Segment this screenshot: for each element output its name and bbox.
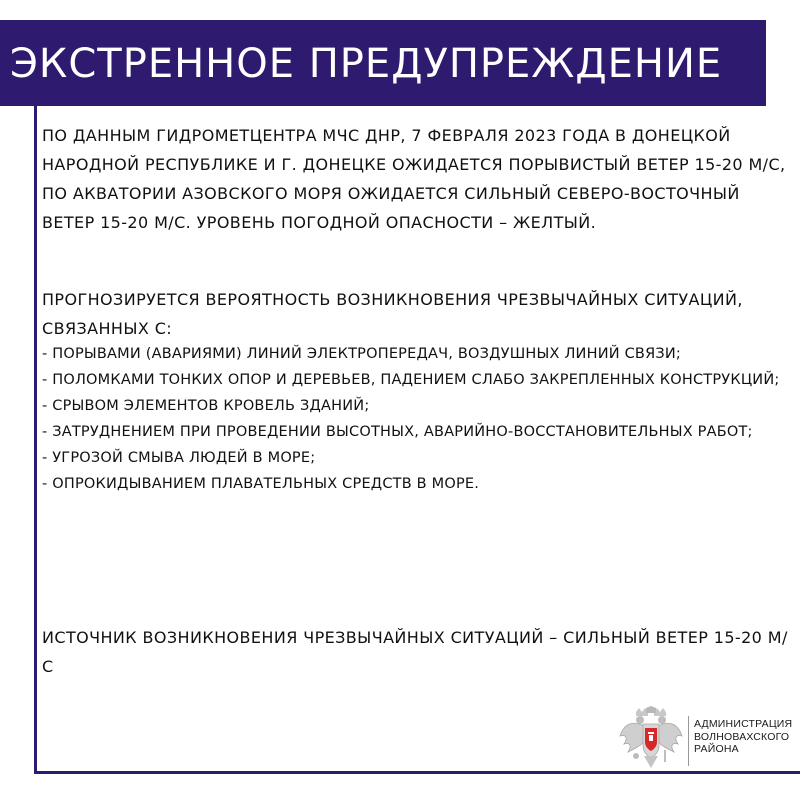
risk-list [42, 341, 798, 497]
list-item: - ОПРОКИДЫВАНИЕМ ПЛАВАТЕЛЬНЫХ СРЕДСТВ В МОРЕ. [42, 476, 480, 492]
list-item: - УГРОЗОЙ СМЫВА ЛЮДЕЙ В МОРЕ; [42, 450, 316, 466]
list-item: - СРЫВОМ ЭЛЕМЕНТОВ КРОВЕЛЬ ЗДАНИЙ; [42, 398, 370, 414]
weather-forecast-paragraph: ПО ДАННЫМ ГИДРОМЕТЦЕНТРА МЧС ДНР, 7 ФЕВРАЛЯ 2023 ГОДА В ДОНЕЦКОЙ НАРОДНОЙ РЕСПУБЛИКЕ И Г. ДОНЕЦКЕ ОЖИДАЕТСЯ ПОРЫВИСТЫЙ ВЕТЕР 15-20 М/С, ПО АКВАТОРИИ АЗОВСКОГО МОРЯ ОЖИДАЕТСЯ СИЛЬНЫЙ СЕВЕРО-ВОСТОЧНЫЙ ВЕТЕР 15-20 М/С. УРОВЕНЬ ПОГОДНОЙ ОПАСНОСТИ – ЖЕЛТЫЙ. [42, 126, 786, 232]
logo-text [694, 718, 792, 756]
logo-text-line: ВОЛНОВАХСКОГО [694, 730, 790, 743]
source-paragraph: ИСТОЧНИК ВОЗНИКНОВЕНИЯ ЧРЕЗВЫЧАЙНЫХ СИТУАЦИЙ – СИЛЬНЫЙ ВЕТЕР 15-20 М/С [42, 628, 788, 676]
page-title: ЭКСТРЕННОЕ ПРЕДУПРЕЖДЕНИЕ [10, 41, 723, 87]
logo-text-line: РАЙОНА [694, 743, 739, 755]
list-item: - ПОРЫВАМИ (АВАРИЯМИ) ЛИНИЙ ЭЛЕКТРОПЕРЕДАЧ, ВОЗДУШНЫХ ЛИНИЙ СВЯЗИ; [42, 346, 681, 362]
list-item: - ЗАТРУДНЕНИЕМ ПРИ ПРОВЕДЕНИИ ВЫСОТНЫХ, АВАРИЙНО-ВОССТАНОВИТЕЛЬНЫХ РАБОТ; [42, 424, 753, 440]
forecast-heading: ПРОГНОЗИРУЕТСЯ ВЕРОЯТНОСТЬ ВОЗНИКНОВЕНИЯ ЧРЕЗВЫЧАЙНЫХ СИТУАЦИЙ, СВЯЗАННЫХ С: [42, 290, 743, 338]
list-item: - ПОЛОМКАМИ ТОНКИХ ОПОР И ДЕРЕВЬЕВ, ПАДЕНИЕМ СЛАБО ЗАКРЕПЛЕННЫХ КОНСТРУКЦИЙ; [42, 372, 780, 388]
double-headed-eagle-emblem-icon [618, 706, 684, 772]
logo-divider [688, 716, 689, 766]
administration-logo [618, 706, 798, 772]
logo-text-line: АДМИНИСТРАЦИЯ [694, 718, 793, 730]
